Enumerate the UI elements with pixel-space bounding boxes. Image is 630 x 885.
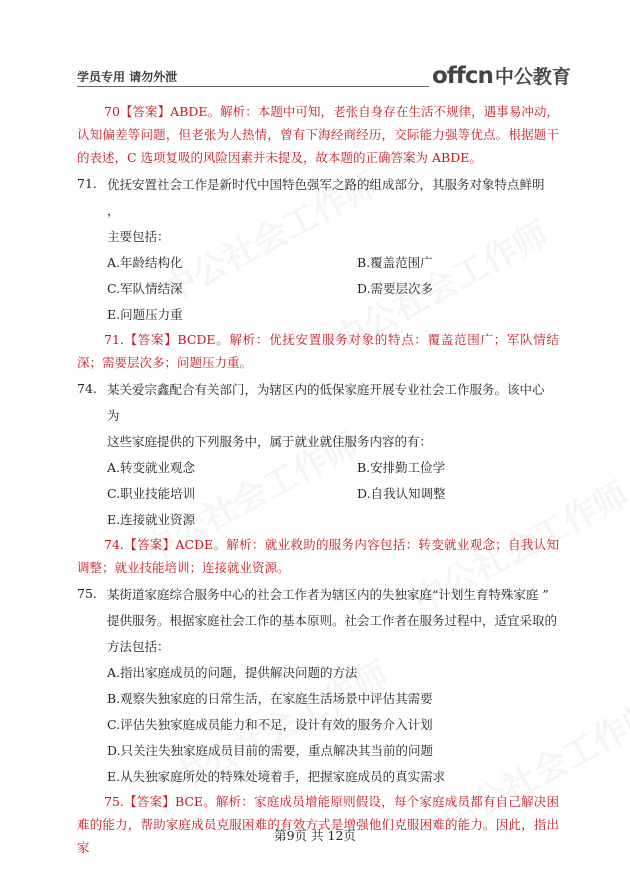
question-74: [77, 377, 559, 455]
options-74: [107, 455, 559, 533]
option-d: D.只关注失独家庭成员目前的需要，重点解决其当前的问题: [107, 743, 434, 758]
page-number: 第9页 共 12页: [274, 828, 356, 843]
page-content: [77, 100, 559, 859]
options-71: [107, 250, 559, 328]
question-text: 某街道家庭综合服务中心的社会工作者为辖区内的失独家庭“计划生育特殊家庭 ”: [107, 587, 549, 602]
logo-text-cn: 中公教育: [494, 66, 571, 88]
option-a: A.指出家庭成员的问题，提供解决问题的方法: [107, 665, 358, 680]
question-text: 提供服务。根据家庭社会工作的基本原则。社会工作者在服务过程中，适宜采取的: [107, 613, 558, 628]
question-text: 这些家庭提供的下列服务中，属于就业就住服务内容的有：: [107, 434, 433, 449]
question-75: [77, 582, 559, 660]
option-a: A.年龄结构化: [107, 255, 183, 270]
option-e: E.问题压力重: [107, 307, 183, 322]
option-b: B.观察失独家庭的日常生活，在家庭生活场景中评估其需要: [107, 691, 433, 706]
brand-logo: [432, 62, 571, 89]
question-number: 71.: [77, 176, 97, 191]
option-b: B.覆盖范围广: [357, 255, 433, 270]
answer-70: 70【答案】ABDE。解析：本题中可知，老张自身存在生活不规律，遇事易冲动，认知偏差等问题，但老张为人热情，曾有下海经商经历，交际能力强等优点。根据题干的表述，C 选项复吸的风险因素并未提及，故本题的正确答案为 ABDE。: [77, 104, 559, 165]
question-text: 某关爱宗鑫配合有关部门，为辖区内的低保家庭开展专业社会工作服务。该中心 为: [107, 382, 545, 423]
question-text: 优抚安置社会工作是新时代中国特色强军之路的组成部分，其服务对象特点鲜明 ，: [107, 177, 545, 218]
options-75: [107, 660, 559, 790]
answer-75: 75.【答案】BCE。解析：家庭成员增能原则假设，每个家庭成员都有自己解决困难的能力，帮助家庭成员克服困难的有效方式是增强他们克服困难的能力。因此，指出家: [77, 794, 559, 855]
answer-74: 74.【答案】ACDE。解析：就业救助的服务内容包括：转变就业观念；自我认知调整；就业技能培训；连接就业资源。: [77, 537, 559, 575]
question-71: [77, 172, 559, 250]
question-number: 75.: [77, 586, 97, 601]
option-e: E.连接就业资源: [107, 512, 196, 527]
option-c: C.职业技能培训: [107, 486, 196, 501]
option-a: A.转变就业观念: [107, 460, 196, 475]
answer-71: 71.【答案】BCDE。解析：优抚安置服务对象的特点：覆盖范围广；军队情结深；需要层次多；问题压力重。: [77, 332, 559, 370]
option-b: B.安排勤工俭学: [357, 460, 446, 475]
logo-text-en: offcn: [432, 63, 493, 89]
option-c: C.评估失独家庭成员能力和不足，设计有效的服务介入计划: [107, 717, 433, 732]
header-notice: 学员专用 请勿外泄: [77, 70, 178, 84]
question-text: 主要包括：: [107, 229, 170, 244]
header-divider: [77, 86, 429, 87]
question-text: 方法包括：: [107, 639, 170, 654]
option-e: E.从失独家庭所处的特殊处境着手，把握家庭成员的真实需求: [107, 769, 446, 784]
option-c: C.军队情结深: [107, 281, 183, 296]
option-d: D.需要层次多: [357, 281, 434, 296]
page-header: [77, 62, 571, 89]
question-number: 74.: [77, 381, 97, 396]
option-d: D.自我认知调整: [357, 486, 446, 501]
